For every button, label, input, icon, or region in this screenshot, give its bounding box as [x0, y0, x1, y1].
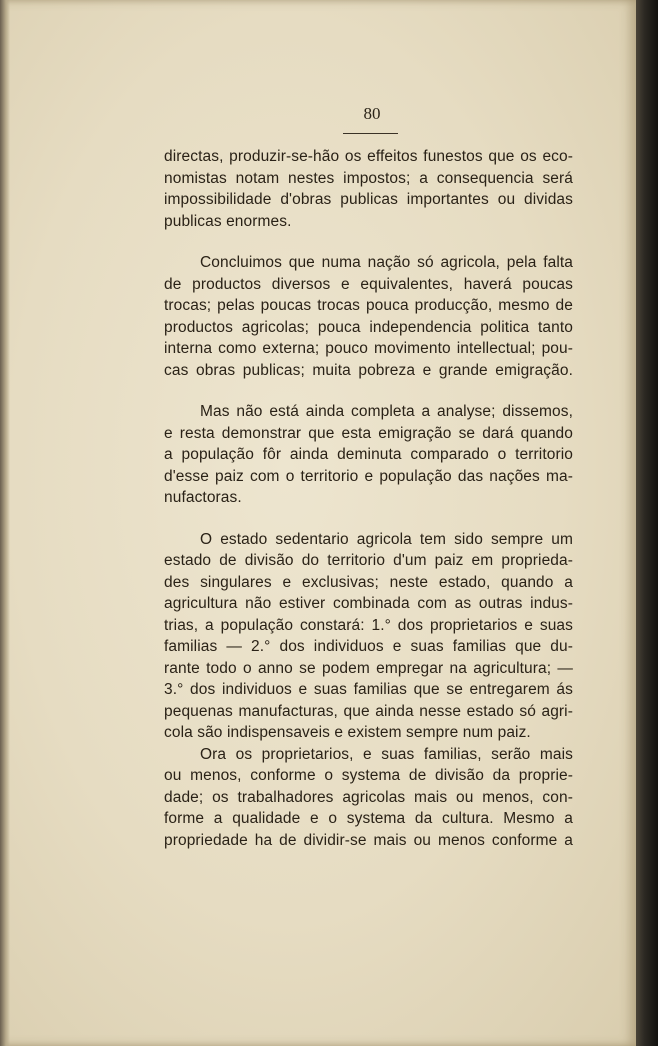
text-line: O estado sedentario agricola tem sido sempre um [200, 530, 573, 548]
page-number: 80 [363, 104, 381, 123]
paragraph [164, 401, 573, 509]
text-line: cola são indispensaveis e existem sempre num paiz. [164, 724, 531, 741]
text-line: Ora os proprietarios, e suas familias, serão mais [200, 745, 573, 763]
text-line: pequenas manufacturas, que ainda nesse estado só agri- [164, 702, 573, 720]
text-line: Mas não está ainda completa a analyse; dissemos, [200, 403, 573, 420]
text-line: forme a qualidade e o systema da cultura. Mesmo a [164, 810, 573, 827]
text-line: dade; os trabalhadores agricolas mais ou menos, con- [164, 788, 573, 806]
page-gutter-shadow [0, 0, 10, 1046]
text-line: nufactoras. [164, 489, 242, 506]
text-line: rante todo o anno se podem empregar na agricultura; — [164, 659, 573, 677]
text-line: publicas enormes. [164, 212, 292, 230]
text-line: trocas; pelas poucas trocas pouca producção, mesmo de [164, 297, 573, 314]
page-number-rule [343, 133, 398, 134]
text-line: a população fôr ainda deminuta comparado o territorio [164, 446, 573, 463]
paragraph [164, 146, 573, 232]
page-edge-shadow [636, 0, 658, 1046]
text-line: agricultura não estiver combinada com as outras indus- [164, 595, 573, 612]
text-line: interna como externa; pouco movimento intellectual; pou- [164, 340, 573, 357]
paragraph [164, 529, 573, 852]
text-line: cas obras publicas; muita pobreza e grande emigração. [164, 361, 573, 379]
text-line: ou menos, conforme o systema de divisão da proprie- [164, 767, 573, 784]
text-line: e resta demonstrar que esta emigração se dará quando [164, 424, 573, 442]
text-line: nomistas notam nestes impostos; a consequencia será [164, 169, 573, 187]
text-line: trias, a população constará: 1.° dos proprietarios e suas [164, 616, 573, 634]
text-line: estado de divisão do territorio d'um paiz em proprieda- [164, 552, 573, 569]
text-line: directas, produzir-se-hão os effeitos funestos que os eco- [164, 148, 573, 165]
text-line: impossibilidade d'obras publicas importantes ou dividas [164, 191, 573, 208]
text-line: de productos diversos e equivalentes, haverá poucas [164, 275, 573, 293]
paragraph [164, 252, 573, 381]
text-line: d'esse paiz com o territorio e população das nações ma- [164, 467, 573, 485]
text-line: des singulares e exclusivas; neste estado, quando a [164, 573, 573, 591]
text-line: propriedade ha de dividir-se mais ou menos conforme a [164, 831, 573, 849]
text-line: Concluimos que numa nação só agricola, pela falta [200, 254, 573, 271]
text-line: 3.° dos individuos e suas familias que se entregarem ás [164, 681, 573, 698]
text-line: productos agricolas; pouca independencia politica tanto [164, 318, 573, 336]
body-text [164, 146, 573, 851]
text-line: familias — 2.° dos individuos e suas familias que du- [164, 638, 573, 655]
